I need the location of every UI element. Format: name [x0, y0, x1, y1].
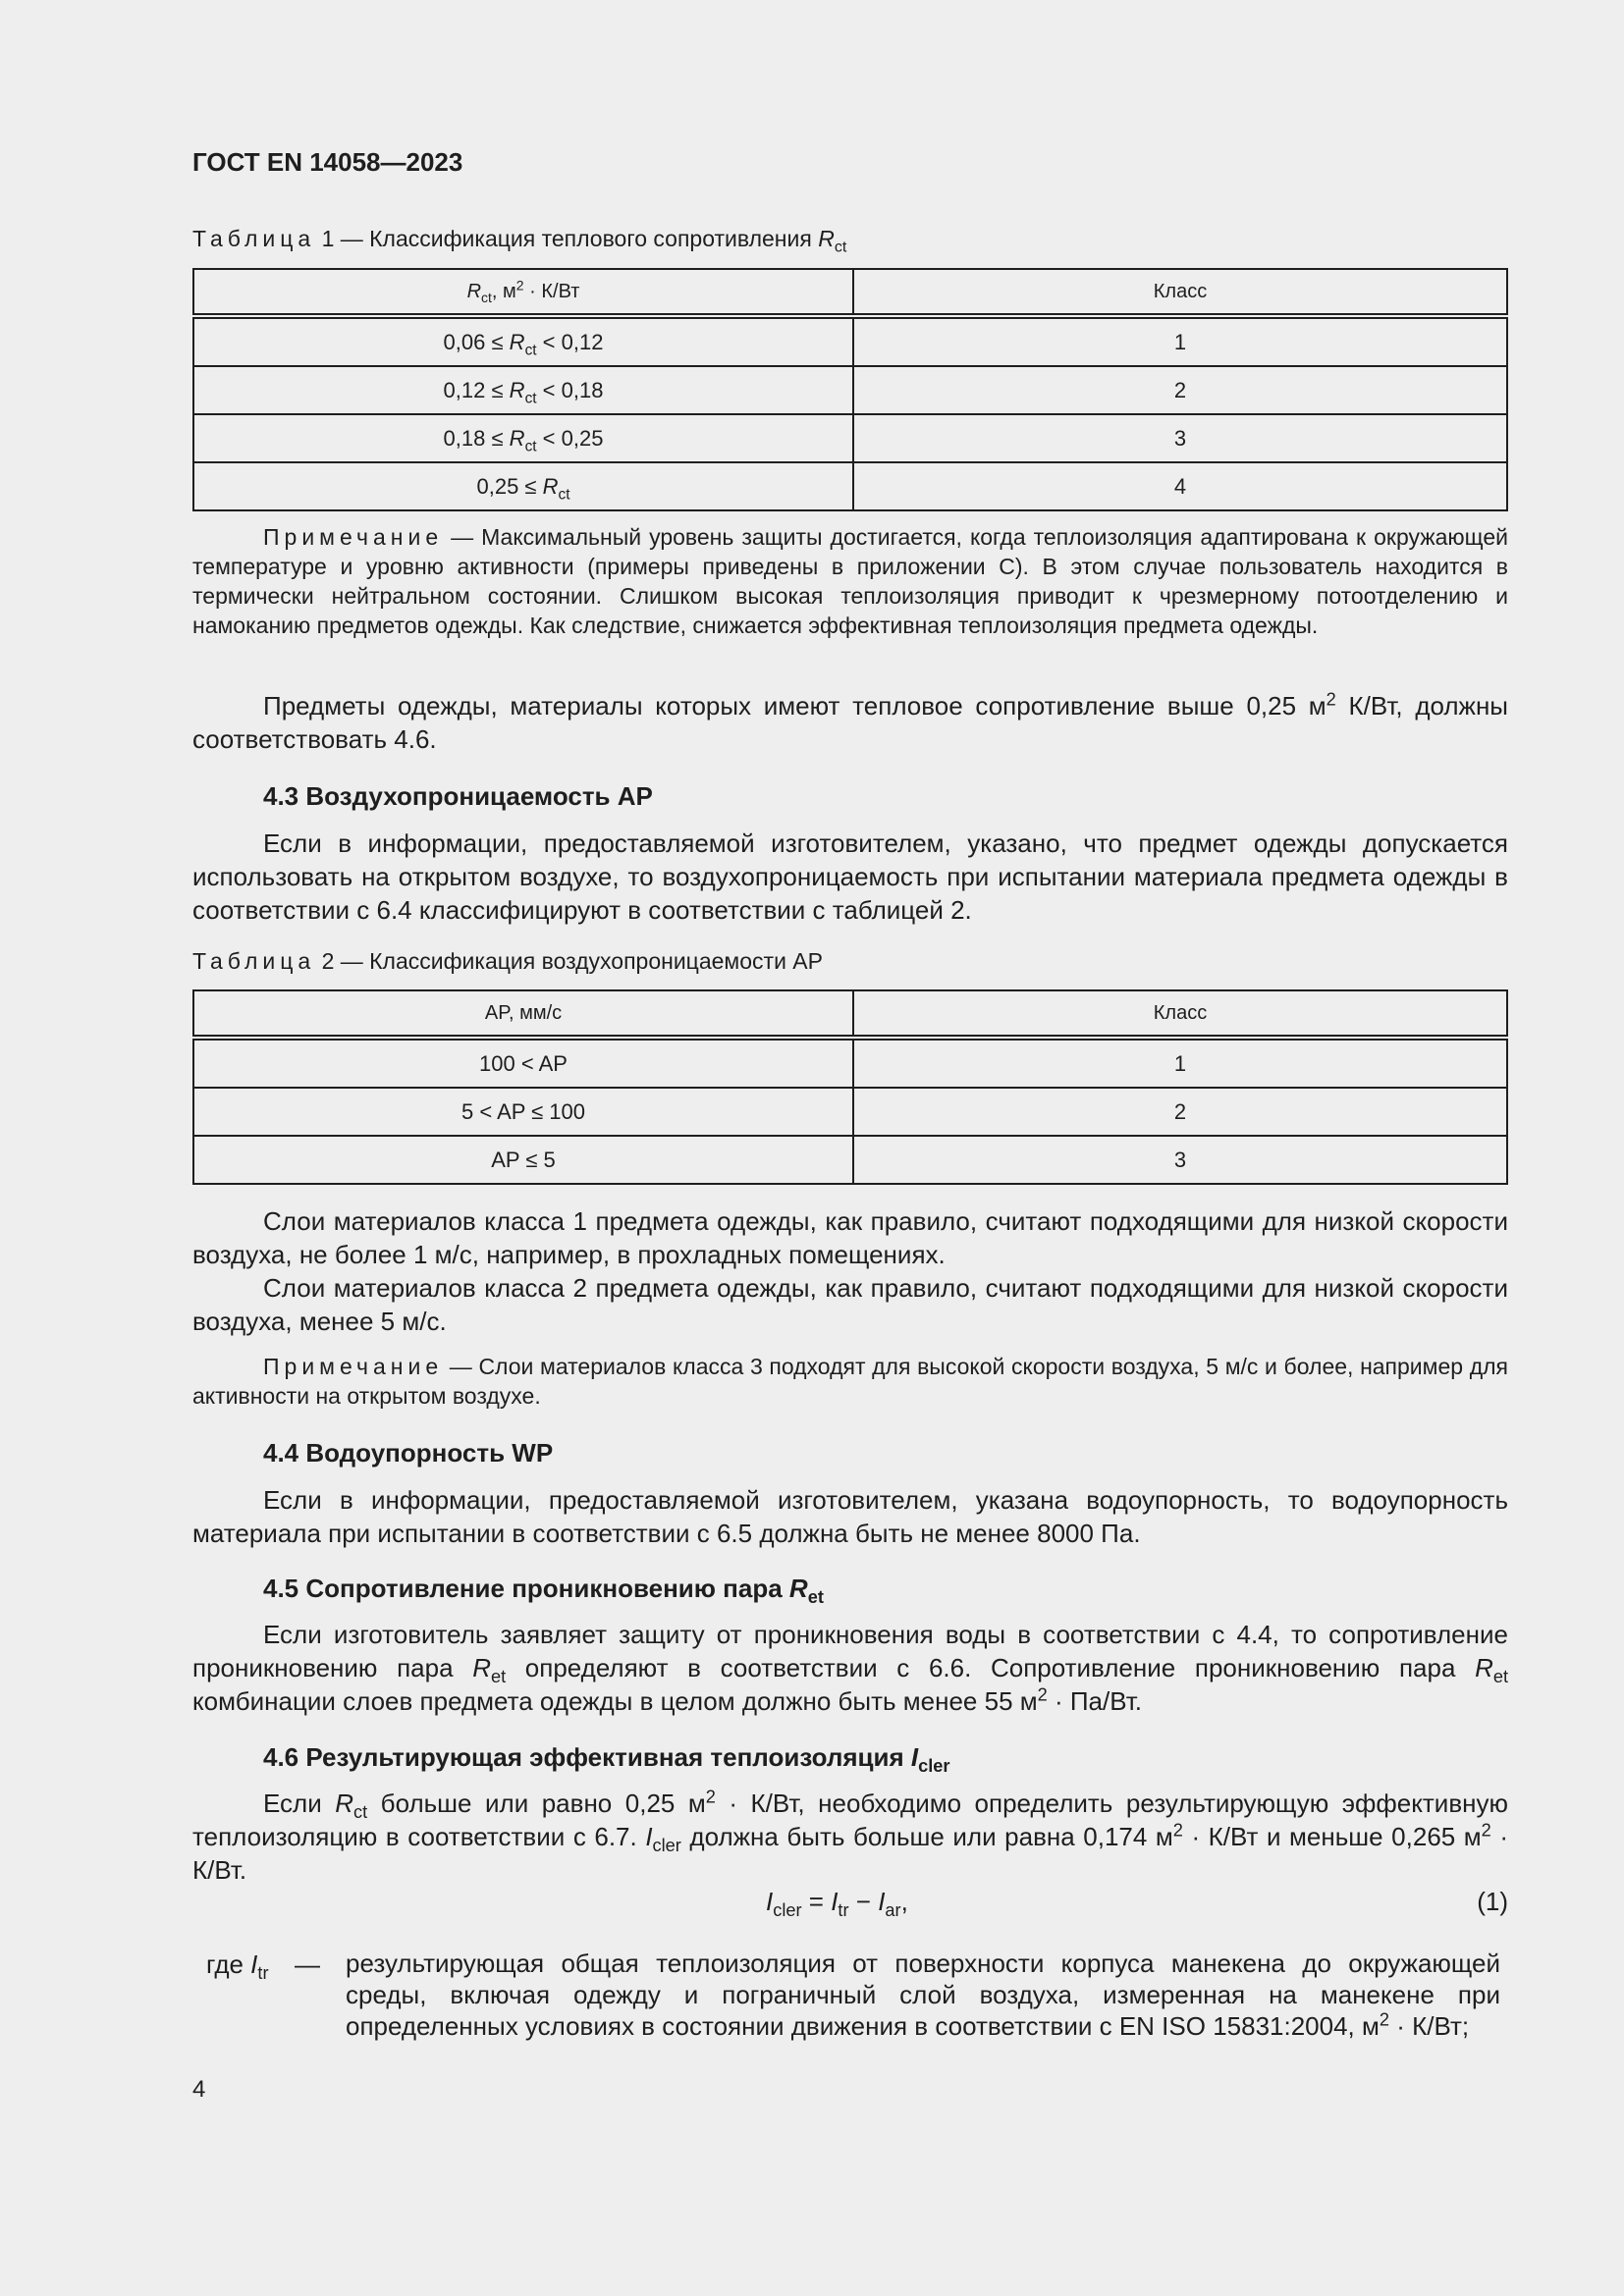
eq-sub: ar	[885, 1900, 901, 1921]
where-desc: результирующая общая теплоизоляция от поверхности корпуса манекена до окружающей среды, включая одежду и пограничный слой воздуха, измеренная на манекене при определенных условиях в состоянии движения в соответствии с EN ISO 15831:2004, м	[346, 1949, 1500, 2041]
range-var: R	[509, 425, 525, 451]
eq-sub: tr	[838, 1900, 849, 1921]
para-items-a: Предметы одежды, материалы которых имеют тепловое сопротивление выше 0,25 м	[263, 691, 1326, 721]
where-dash: —	[295, 1949, 320, 1979]
where-label	[206, 1949, 269, 1984]
table1-label: Таблица	[192, 226, 316, 251]
section-4-5-heading	[263, 1574, 824, 1608]
range-sub: ct	[524, 389, 537, 406]
table2-col-ap: AP, мм/с	[193, 990, 853, 1038]
table-row	[193, 1038, 1507, 1088]
heading-var: R	[788, 1574, 808, 1603]
text-part: · К/Вт, необходимо определить результирующую эффективную теплоизоляцию в соответствии с 6.7.	[192, 1789, 1509, 1851]
para-items-sup: 2	[1326, 689, 1336, 710]
range-post: < 0,25	[536, 425, 604, 451]
table1-header-row	[193, 269, 1507, 316]
range-var: R	[509, 329, 525, 354]
table1-col-rct	[193, 269, 853, 316]
var: R	[1475, 1653, 1493, 1682]
table-row	[193, 462, 1507, 510]
text-part: должна быть больше или равна 0,174 м	[680, 1822, 1173, 1851]
col-unit: , м	[491, 280, 516, 302]
text-part: определяют в соответствии с 6.6. Сопротивление проникновению пара	[506, 1653, 1476, 1682]
ap-range: 5 < AP ≤ 100	[193, 1088, 853, 1136]
table2-caption	[192, 948, 823, 975]
table1-caption-text: 1 — Классификация теплового сопротивления	[321, 226, 819, 251]
var: R	[472, 1653, 491, 1682]
rct-range	[193, 414, 853, 462]
text-part: · Па/Вт.	[1047, 1686, 1142, 1716]
col-unit-b: · К/Вт	[523, 280, 580, 302]
section-4-3-heading: 4.3 Воздухопроницаемость AP	[263, 781, 653, 811]
heading-text: 4.5 Сопротивление проникновению пара	[263, 1574, 789, 1603]
table1-caption	[192, 226, 847, 256]
text-part: больше или равно 0,25 м	[367, 1789, 706, 1818]
eq-minus: −	[848, 1887, 879, 1916]
ap-range: 100 < AP	[193, 1038, 853, 1088]
table-row	[193, 366, 1507, 414]
text-part: Если	[263, 1789, 336, 1818]
class-value: 1	[853, 1038, 1507, 1088]
eq-var: I	[878, 1887, 886, 1916]
class-value: 3	[853, 414, 1507, 462]
var: I	[645, 1822, 653, 1851]
table2-col-class: Класс	[853, 990, 1507, 1038]
note1-text: — Максимальный уровень защиты достигается, когда теплоизоляция адаптирована к окружающей температуре и уровню активности (примеры приведены в приложении С). В этом случае пользователь находится в термически нейтральном состоянии. Слишком высокая теплоизоляция приводит к чрезмерному потоотделению и намоканию предметов одежды. Как следствие, снижается эффективная теплоизоляция предмета одежды.	[192, 524, 1508, 638]
class-value: 3	[853, 1136, 1507, 1184]
table-row	[193, 1088, 1507, 1136]
range-sub: ct	[558, 485, 570, 503]
para-class2: Слои материалов класса 2 предмета одежды, как правило, считают подходящими для низкой скорости воздуха, менее 5 м/с.	[192, 1273, 1508, 1336]
range-pre: 0,18 ≤	[443, 425, 510, 451]
range-post: < 0,12	[536, 329, 604, 354]
section-4-4-heading: 4.4 Водоупорность WP	[263, 1438, 554, 1468]
document-header: ГОСТ EN 14058—2023	[192, 147, 463, 177]
rct-range	[193, 366, 853, 414]
table-row	[193, 414, 1507, 462]
range-var: R	[509, 377, 525, 402]
eq-var: I	[766, 1887, 774, 1916]
where-text	[346, 1948, 1500, 2042]
var: R	[335, 1789, 354, 1818]
table1-col-class: Класс	[853, 269, 1507, 316]
sup: 2	[1481, 1820, 1491, 1841]
table1-caption-var: R	[818, 226, 835, 251]
range-sub: ct	[524, 437, 537, 454]
note1-label: Примечание	[263, 524, 444, 550]
sup: 2	[1037, 1684, 1048, 1705]
range-pre: 0,12 ≤	[443, 377, 510, 402]
sup: 2	[705, 1787, 716, 1807]
para-items	[192, 689, 1508, 756]
page-number: 4	[192, 2076, 206, 2103]
rct-range	[193, 462, 853, 510]
note2-text: — Слои материалов класса 3 подходят для высокой скорости воздуха, 5 м/с и более, например для активности на открытом воздухе.	[192, 1354, 1508, 1409]
where-sup: 2	[1379, 2009, 1389, 2030]
para-class1: Слои материалов класса 1 предмета одежды, как правило, считают подходящими для низкой скорости воздуха, не более 1 м/с, например, в прохладных помещениях.	[192, 1206, 1508, 1269]
range-pre: 0,06 ≤	[443, 329, 510, 354]
rct-range	[193, 316, 853, 366]
where-desc-end: · К/Вт;	[1389, 2011, 1470, 2041]
eq-comma: ,	[900, 1887, 908, 1916]
range-sub: ct	[524, 341, 537, 358]
range-pre: 0,25 ≤	[476, 473, 543, 499]
where-var: I	[250, 1949, 258, 1979]
table-row	[193, 316, 1507, 366]
equation	[766, 1887, 908, 1921]
heading-sub: cler	[918, 1756, 950, 1777]
note2	[192, 1352, 1508, 1411]
table1-caption-sub: ct	[834, 238, 847, 256]
where-word: где	[206, 1949, 251, 1979]
class-value: 2	[853, 366, 1507, 414]
range-var: R	[542, 473, 559, 499]
col-sup: 2	[515, 276, 524, 293]
ap-range: AP ≤ 5	[193, 1136, 853, 1184]
note1	[192, 522, 1508, 640]
class-value: 1	[853, 316, 1507, 366]
section-4-3-text: Если в информации, предоставляемой изготовителем, указано, что предмет одежды допускается использовать на открытом воздухе, то воздухопроницаемость при испытании материала предмета одежды в соответствии с 6.4 классифицируют в соответствии с таблицей 2.	[192, 828, 1508, 925]
para-items-b: К/Вт, должны соответствовать 4.6.	[192, 691, 1508, 754]
sub: cler	[652, 1836, 681, 1856]
equation-number: (1)	[1477, 1887, 1508, 1916]
section-4-6-text	[192, 1787, 1508, 1887]
table2-label: Таблица	[192, 948, 316, 974]
table1	[192, 268, 1508, 511]
text-part: · К/Вт.	[192, 1822, 1509, 1885]
table-row	[193, 1136, 1507, 1184]
where-sub: tr	[257, 1963, 269, 1984]
sub: et	[1492, 1667, 1509, 1687]
text-part: Если изготовитель заявляет защиту от проникновения воды в соответствии с 4.4, то сопротивление проникновению пара	[192, 1620, 1508, 1682]
table2-header-row	[193, 990, 1507, 1038]
range-post: < 0,18	[536, 377, 604, 402]
class-value: 2	[853, 1088, 1507, 1136]
col-var: R	[466, 280, 482, 302]
heading-text: 4.6 Результирующая эффективная теплоизоляция	[263, 1742, 911, 1772]
section-4-6-heading	[263, 1742, 950, 1777]
eq-sign: =	[801, 1887, 832, 1916]
section-4-5-text	[192, 1618, 1508, 1718]
heading-sub: et	[807, 1587, 824, 1608]
text-part: · К/Вт и меньше 0,265 м	[1182, 1822, 1482, 1851]
table2	[192, 989, 1508, 1185]
eq-sub: cler	[773, 1900, 802, 1921]
table2-caption-text: 2 — Классификация воздухопроницаемости AP	[321, 948, 823, 974]
section-4-4-text: Если в информации, предоставляемой изготовителем, указана водоупорность, то водоупорность материала при испытании в соответствии с 6.5 должна быть не менее 8000 Па.	[192, 1485, 1508, 1548]
sub: ct	[353, 1802, 368, 1823]
class-value: 4	[853, 462, 1507, 510]
note2-label: Примечание	[263, 1354, 444, 1379]
col-sub: ct	[481, 289, 492, 305]
heading-var: I	[910, 1742, 919, 1772]
sup: 2	[1172, 1820, 1183, 1841]
eq-var: I	[831, 1887, 839, 1916]
text-part: комбинации слоев предмета одежды в целом должно быть менее 55 м	[192, 1686, 1038, 1716]
sub: et	[490, 1667, 507, 1687]
